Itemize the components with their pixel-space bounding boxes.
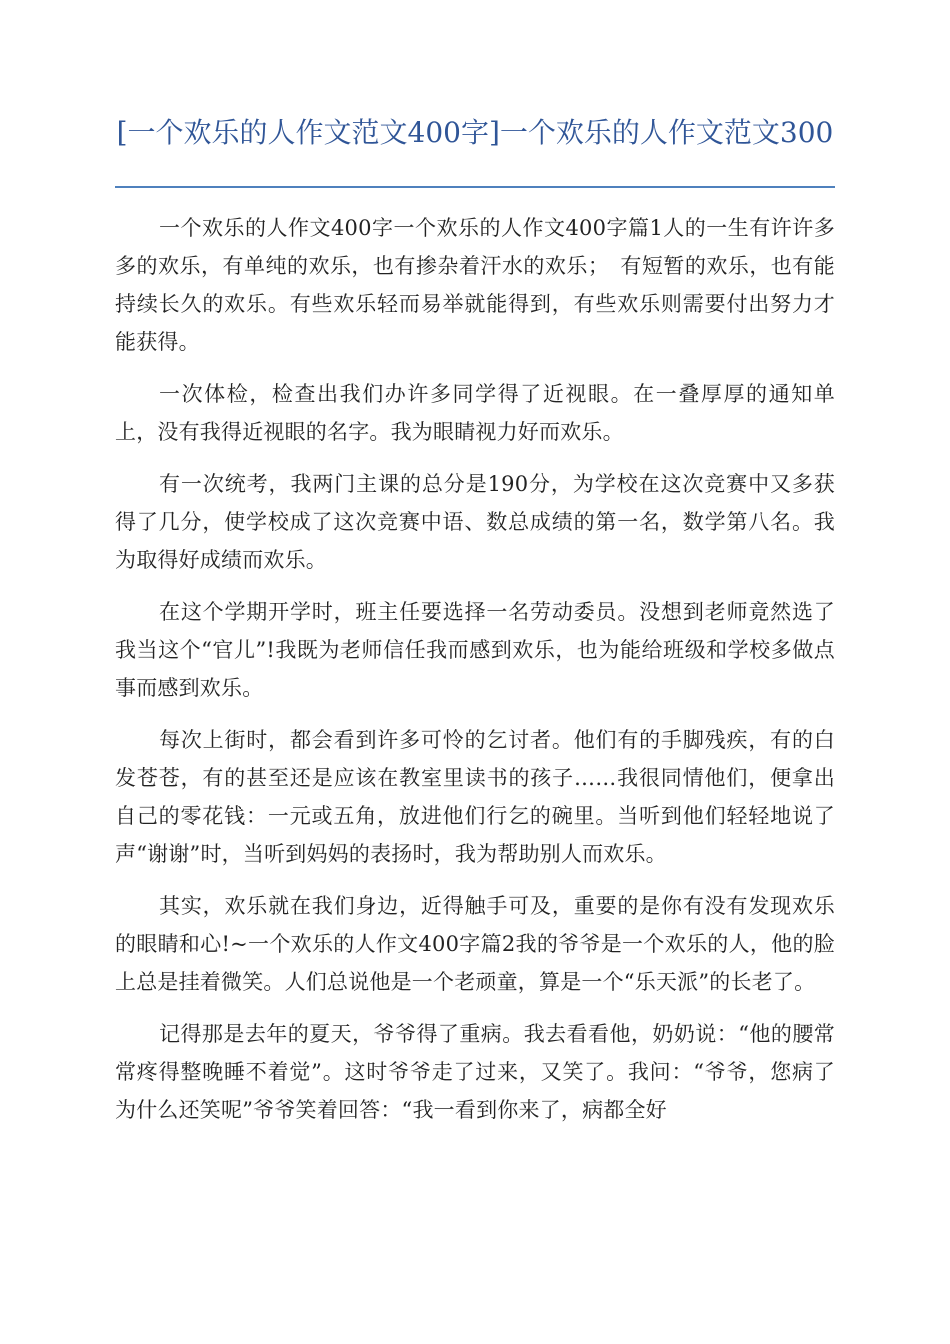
paragraph: 在这个学期开学时，班主任要选择一名劳动委员。没想到老师竟然选了我当这个“官儿”!我既为老师信任我而感到欢乐，也为能给班级和学校多做点事而感到欢乐。: [115, 600, 835, 700]
document-title: [一个欢乐的人作文范文400字]一个欢乐的人作文范文300: [116, 116, 834, 149]
paragraph: 每次上街时，都会看到许多可怜的乞讨者。他们有的手脚残疾，有的白发苍苍，有的甚至还是应该在教室里读书的孩子……我很同情他们，便拿出自己的零花钱：一元或五角，放进他们行乞的碗里。当听到他们轻轻地说了声“谢谢”时，当听到妈妈的表扬时，我为帮助别人而欢乐。: [115, 728, 835, 866]
paragraph: 有一次统考，我两门主课的总分是190分，为学校在这次竞赛中又多获得了几分，使学校成了这次竞赛中语、数总成绩的第一名，数学第八名。我为取得好成绩而欢乐。: [115, 472, 835, 572]
paragraph: 记得那是去年的夏天，爷爷得了重病。我去看看他，奶奶说：“他的腰常常疼得整晚睡不着觉”。这时爷爷走了过来，又笑了。我问：“爷爷，您病了为什么还笑呢”爷爷笑着回答：“我一看到你来了，病都全好: [115, 1022, 835, 1122]
paragraph: 一次体检，检查出我们办许多同学得了近视眼。在一叠厚厚的通知单上，没有我得近视眼的名字。我为眼睛视力好而欢乐。: [115, 382, 835, 444]
paragraph: 其实，欢乐就在我们身边，近得触手可及，重要的是你有没有发现欢乐的眼睛和心!~一个欢乐的人作文400字篇2我的爷爷是一个欢乐的人，他的脸上总是挂着微笑。人们总说他是一个老顽童，算是一个“乐天派”的长老了。: [115, 894, 835, 994]
document-body: [115, 209, 835, 1143]
title-underline: [115, 186, 835, 188]
paragraph: 一个欢乐的人作文400字一个欢乐的人作文400字篇1人的一生有许许多多的欢乐，有单纯的欢乐，也有掺杂着汗水的欢乐； 有短暂的欢乐，也有能持续长久的欢乐。有些欢乐轻而易举就能得到，有些欢乐则需要付出努力才能获得。: [115, 216, 835, 354]
